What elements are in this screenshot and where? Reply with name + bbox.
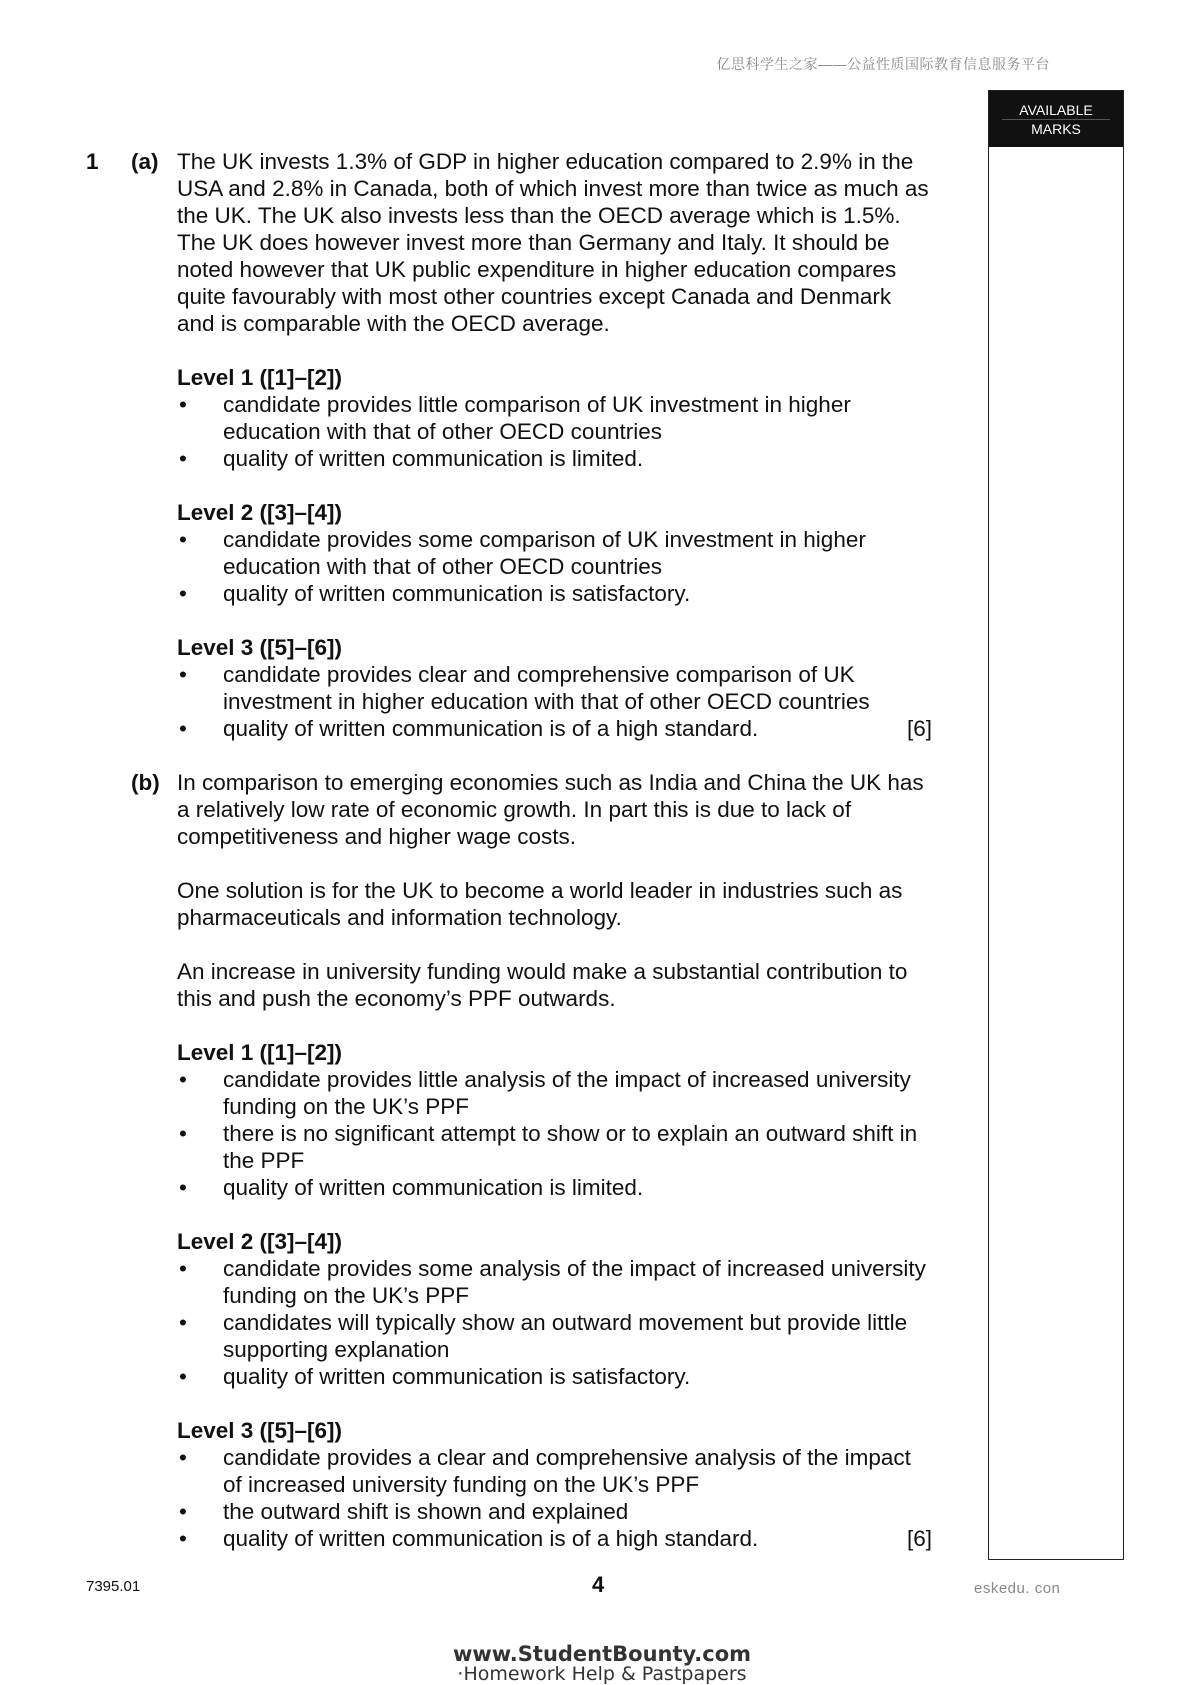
top-watermark: 亿思科学生之家——公益性质国际教育信息服务平台 xyxy=(716,56,1050,72)
part-b-paragraph: One solution is for the UK to become a world leader in industries such as pharmaceuticals and information technology. xyxy=(177,878,903,930)
list-item xyxy=(177,1525,932,1552)
part-a-level-3-title: Level 3 ([5]–[6]) xyxy=(177,635,343,660)
part-a-answer: The UK invests 1.3% of GDP in higher education compared to 2.9% in the USA and 2.8% in Canada, both of which invest more than twice as much as the UK. The UK also invests less than the OECD average which is 1.5%. The UK does however invest more than Germany and Italy. It should be noted however that UK public expenditure in higher education compares quite favourably with most other countries except Canada and Denmark and is comparable with the OECD average. xyxy=(177,149,929,336)
part-b-level-3-title: Level 3 ([5]–[6]) xyxy=(177,1418,343,1443)
paper-code: 7395.01 xyxy=(86,1578,141,1595)
list-item: • candidate provides clear and comprehensive comparison of UK investment in higher education with that of other OECD countries xyxy=(177,661,932,715)
list-item: • candidate provides little analysis of the impact of increased university funding on the UK’s PPF xyxy=(177,1066,932,1120)
list-item: • quality of written communication is satisfactory. xyxy=(177,1363,932,1390)
part-a-level-2-bullets xyxy=(177,526,932,607)
list-item: • quality of written communication is limited. xyxy=(177,1174,932,1201)
list-item: • the outward shift is shown and explained xyxy=(177,1498,932,1525)
list-item: • quality of written communication is satisfactory. xyxy=(177,580,932,607)
list-item: • candidate provides some analysis of the impact of increased university funding on the UK’s PPF xyxy=(177,1255,932,1309)
list-item xyxy=(177,715,932,742)
part-a xyxy=(86,148,932,742)
part-a-level-3-bullets xyxy=(177,661,932,742)
list-item-text: quality of written communication is of a high standard. xyxy=(223,716,759,741)
part-b-level-2-title: Level 2 ([3]–[4]) xyxy=(177,1229,343,1254)
list-item-text: quality of written communication is of a high standard. xyxy=(223,1526,759,1551)
part-a-level-1-title: Level 1 ([1]–[2]) xyxy=(177,365,343,390)
marks-header-line-2: MARKS xyxy=(1031,120,1081,137)
part-b-level-2-bullets xyxy=(177,1255,932,1390)
part-b-marks: [6] xyxy=(906,1526,932,1551)
part-a-level-2-title: Level 2 ([3]–[4]) xyxy=(177,500,343,525)
studentbounty-url: www.StudentBounty.com xyxy=(452,1642,752,1666)
part-b-paragraph: In comparison to emerging economies such as India and China the UK has a relatively low rate of economic growth. In part this is due to lack of competitiveness and higher wage costs. xyxy=(177,770,924,849)
part-a-level-1-bullets xyxy=(177,391,932,472)
list-item: • candidate provides a clear and comprehensive analysis of the impact of increased university funding on the UK’s PPF xyxy=(177,1444,932,1498)
list-item: • candidate provides little comparison of UK investment in higher education with that of other OECD countries xyxy=(177,391,932,445)
part-b-level-3-bullets xyxy=(177,1444,932,1552)
part-b-level-1-title: Level 1 ([1]–[2]) xyxy=(177,1040,343,1065)
studentbounty-logo xyxy=(452,1644,752,1684)
list-item: • candidates will typically show an outward movement but provide little supporting explanation xyxy=(177,1309,932,1363)
part-a-label: (a) xyxy=(131,149,159,174)
part-b-level-1-bullets xyxy=(177,1066,932,1201)
part-b-label: (b) xyxy=(131,770,160,795)
list-item: • there is no significant attempt to show or to explain an outward shift in the PPF xyxy=(177,1120,932,1174)
studentbounty-tagline: ·Homework Help & Pastpapers xyxy=(457,1663,747,1685)
question-number: 1 xyxy=(86,149,99,174)
part-b-paragraph: An increase in university funding would make a substantial contribution to this and push the economy’s PPF outwards. xyxy=(177,959,908,1011)
eskedu-watermark: eskedu. con xyxy=(974,1580,1061,1597)
available-marks-column xyxy=(988,90,1124,1560)
available-marks-header xyxy=(989,91,1123,147)
marks-header-line-1: AVAILABLE xyxy=(1002,101,1110,120)
part-b xyxy=(86,769,932,1552)
mark-scheme-content xyxy=(86,148,932,1552)
part-a-marks: [6] xyxy=(906,716,932,741)
list-item: • candidate provides some comparison of UK investment in higher education with that of other OECD countries xyxy=(177,526,932,580)
list-item: • quality of written communication is limited. xyxy=(177,445,932,472)
page-number: 4 xyxy=(592,1572,605,1597)
